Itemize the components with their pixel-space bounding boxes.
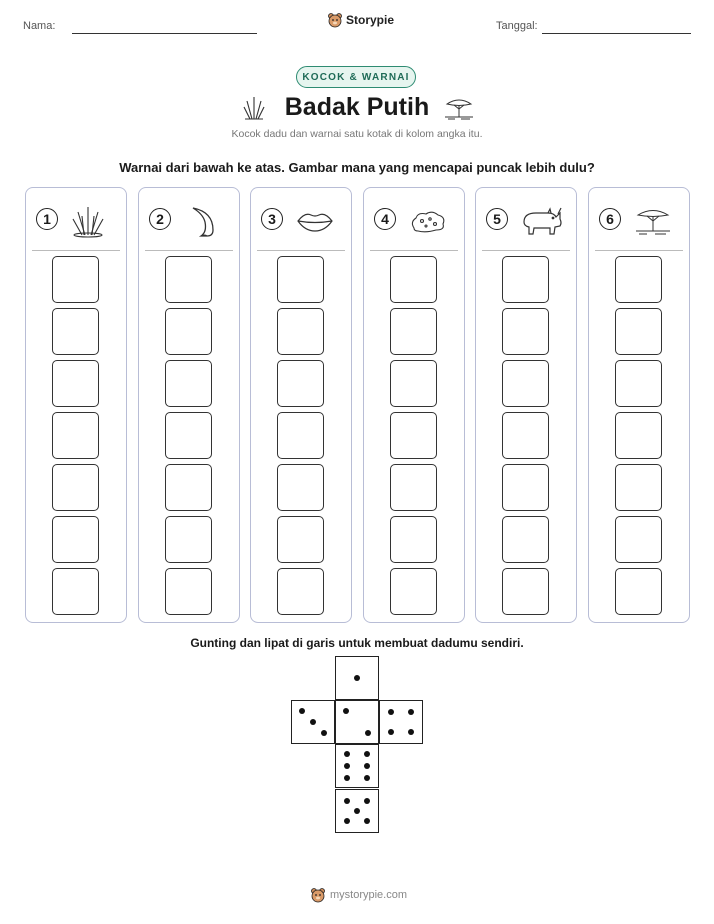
die-pip <box>344 798 350 804</box>
savanna-tree-icon <box>633 204 673 238</box>
race-column-1 <box>25 187 127 623</box>
color-box[interactable] <box>502 256 549 303</box>
date-label: Tanggal: <box>496 20 538 32</box>
column-number: 6 <box>599 208 621 230</box>
cut-instruction: Gunting dan lipat di garis untuk membuat dadumu sendiri. <box>190 636 524 650</box>
mud-icon <box>408 204 448 238</box>
color-box[interactable] <box>390 464 437 511</box>
color-box[interactable] <box>165 412 212 459</box>
lips-icon <box>295 204 335 238</box>
coloring-instruction: Warnai dari bawah ke atas. Gambar mana yang mencapai puncak lebih dulu? <box>119 160 595 175</box>
color-box[interactable] <box>165 516 212 563</box>
page-subtitle: Kocok dadu dan warnai satu kotak di kolom angka itu. <box>231 128 483 140</box>
race-column-2 <box>138 187 240 623</box>
die-pip <box>364 775 370 781</box>
color-box[interactable] <box>277 412 324 459</box>
die-face[interactable] <box>335 656 379 700</box>
column-number: 1 <box>36 208 58 230</box>
die-face[interactable] <box>379 700 423 744</box>
color-box[interactable] <box>615 256 662 303</box>
horn-icon <box>183 204 219 238</box>
die-pip <box>388 709 394 715</box>
color-box[interactable] <box>52 516 99 563</box>
die-pip <box>344 763 350 769</box>
die-pip <box>364 818 370 824</box>
brand-name: Storypie <box>346 13 395 27</box>
color-box[interactable] <box>165 360 212 407</box>
footer <box>310 887 407 903</box>
die-pip <box>344 775 350 781</box>
color-box[interactable] <box>615 360 662 407</box>
name-label: Nama: <box>23 20 56 32</box>
die-pip <box>364 798 370 804</box>
color-box[interactable] <box>165 568 212 615</box>
color-box[interactable] <box>52 308 99 355</box>
color-box[interactable] <box>390 256 437 303</box>
die-pip <box>354 808 360 814</box>
savanna-tree-icon <box>443 95 475 121</box>
color-box[interactable] <box>615 308 662 355</box>
page-title: Badak Putih <box>284 93 430 121</box>
color-box[interactable] <box>615 412 662 459</box>
color-box[interactable] <box>52 464 99 511</box>
bear-icon <box>327 12 343 28</box>
color-box[interactable] <box>165 256 212 303</box>
color-box[interactable] <box>615 464 662 511</box>
race-column-3 <box>250 187 352 623</box>
color-box[interactable] <box>615 516 662 563</box>
color-box[interactable] <box>165 464 212 511</box>
color-box[interactable] <box>165 308 212 355</box>
color-box[interactable] <box>390 412 437 459</box>
color-box[interactable] <box>502 464 549 511</box>
die-pip <box>364 763 370 769</box>
color-box[interactable] <box>277 516 324 563</box>
die-pip <box>365 730 371 736</box>
die-pip <box>344 751 350 757</box>
activity-badge: KOCOK & WARNAI <box>296 66 416 88</box>
race-column-6 <box>588 187 690 623</box>
footer-url: mystorypie.com <box>330 889 408 901</box>
color-box[interactable] <box>277 256 324 303</box>
color-box[interactable] <box>502 412 549 459</box>
die-pip <box>344 818 350 824</box>
column-number: 5 <box>486 208 508 230</box>
die-pip <box>354 675 360 681</box>
color-box[interactable] <box>52 360 99 407</box>
grass-icon <box>70 204 106 238</box>
bear-icon <box>310 887 326 903</box>
color-box[interactable] <box>52 568 99 615</box>
date-line[interactable] <box>542 33 691 34</box>
column-number: 2 <box>149 208 171 230</box>
die-face[interactable] <box>291 700 335 744</box>
die-pip <box>321 730 327 736</box>
race-column-4 <box>363 187 465 623</box>
die-pip <box>408 709 414 715</box>
die-face[interactable] <box>335 744 379 788</box>
die-pip <box>310 719 316 725</box>
die-pip <box>408 729 414 735</box>
color-box[interactable] <box>390 568 437 615</box>
color-box[interactable] <box>390 516 437 563</box>
name-line[interactable] <box>72 33 257 34</box>
color-box[interactable] <box>52 256 99 303</box>
color-box[interactable] <box>502 568 549 615</box>
die-face[interactable] <box>335 700 379 744</box>
race-column-5 <box>475 187 577 623</box>
die-pip <box>364 751 370 757</box>
color-box[interactable] <box>277 360 324 407</box>
brand-logo <box>327 12 394 28</box>
die-pip <box>343 708 349 714</box>
rhino-icon <box>520 204 564 238</box>
color-box[interactable] <box>277 464 324 511</box>
column-number: 3 <box>261 208 283 230</box>
color-box[interactable] <box>502 516 549 563</box>
color-box[interactable] <box>277 308 324 355</box>
color-box[interactable] <box>615 568 662 615</box>
die-pip <box>388 729 394 735</box>
die-pip <box>299 708 305 714</box>
color-box[interactable] <box>52 412 99 459</box>
color-box[interactable] <box>277 568 324 615</box>
die-face[interactable] <box>335 789 379 833</box>
color-box[interactable] <box>502 308 549 355</box>
column-number: 4 <box>374 208 396 230</box>
color-box[interactable] <box>390 360 437 407</box>
color-box[interactable] <box>502 360 549 407</box>
color-box[interactable] <box>390 308 437 355</box>
